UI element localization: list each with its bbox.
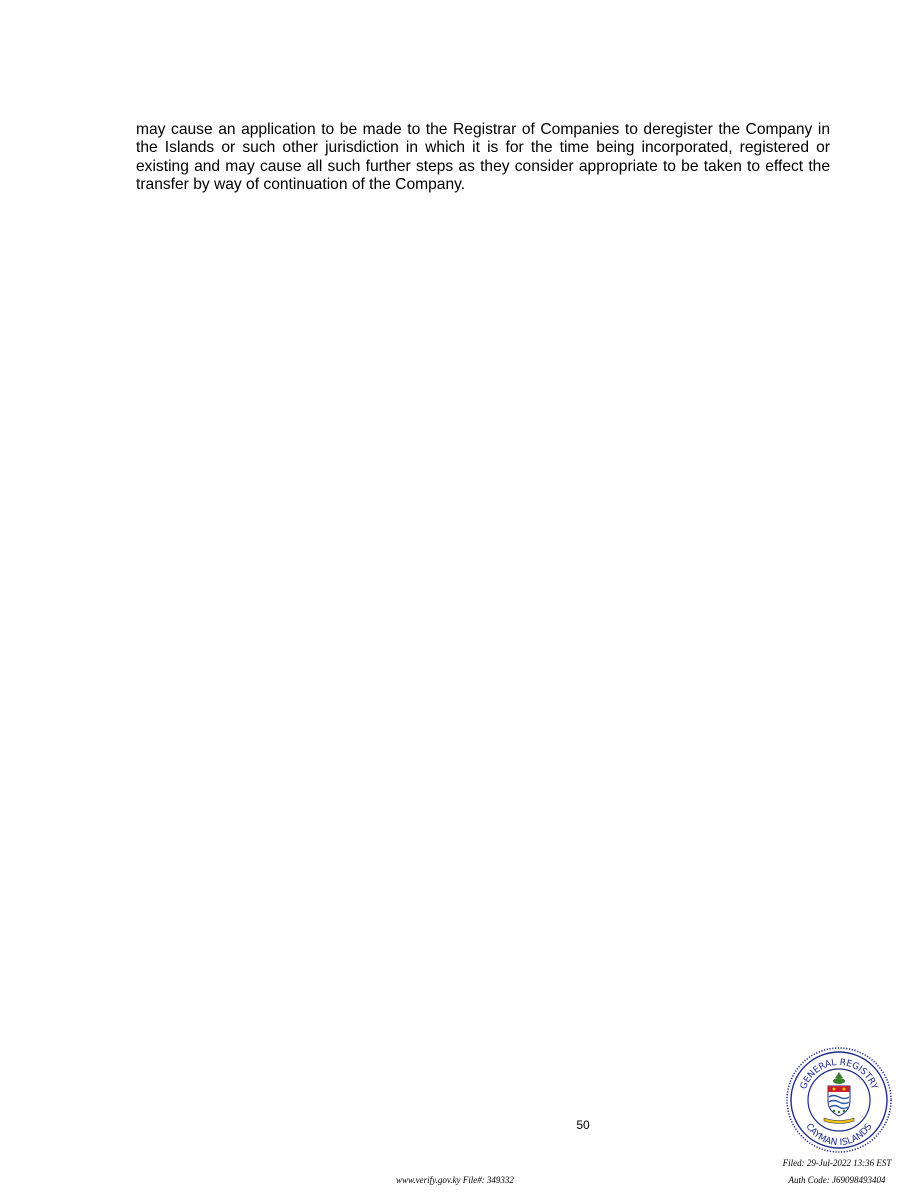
verify-file-footer: www.verify.gov.ky File#: 349332 [396, 1175, 514, 1185]
seal-top-text: GENERAL REGISTRY [798, 1057, 880, 1091]
filed-timestamp: Filed: 29-Jul-2022 13:36 EST [782, 1158, 892, 1168]
page-number: 50 [576, 1118, 590, 1132]
seal-bottom-text: CAYMAN ISLANDS [803, 1121, 875, 1149]
auth-code: Auth Code: J69098493404 [788, 1175, 886, 1185]
general-registry-seal [784, 1045, 894, 1155]
seal-graphic [784, 1045, 894, 1155]
coat-of-arms-icon [824, 1072, 854, 1124]
body-paragraph: may cause an application to be made to the Registrar of Companies to deregister the Company in the Islands or such other jurisdiction in which it is for the time being incorporated, registered or existing and may cause all such further steps as they consider appropriate to be taken to effect the transfer by way of continuation of the Company. [136, 121, 830, 194]
